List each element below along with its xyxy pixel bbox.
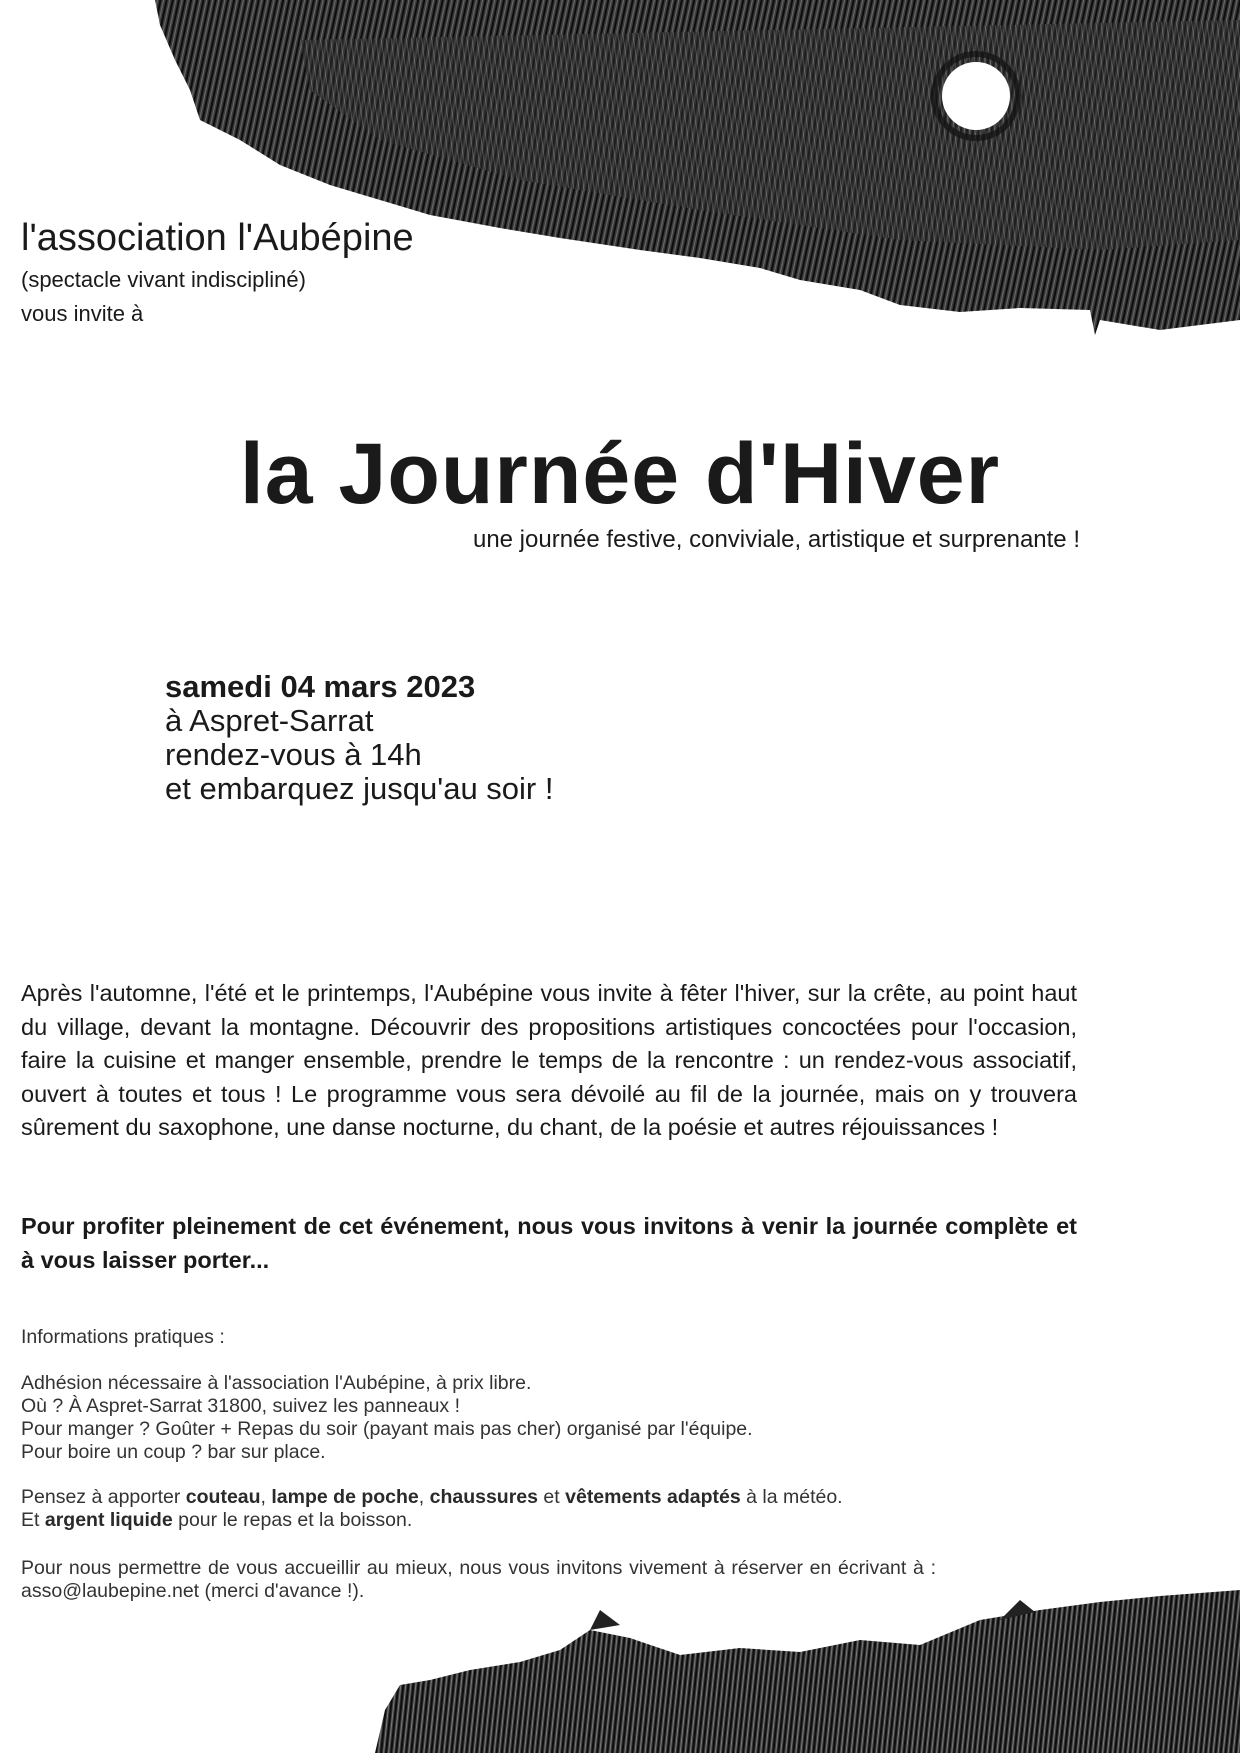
text: à la météo. [740,1486,843,1508]
organization-subtitle: (spectacle vivant indiscipliné) [21,267,306,292]
info-line: Pour manger ? Goûter + Repas du soir (payant mais pas cher) organisé par l'équipe. [21,1418,753,1440]
practical-info-list [21,1372,753,1464]
info-line: Adhésion nécessaire à l'association l'Aubépine, à prix libre. [21,1372,532,1394]
event-start-time: rendez-vous à 14h [165,737,422,772]
item-cash: argent liquide [44,1509,173,1531]
info-line: Pour boire un coup ? bar sur place. [21,1441,326,1463]
event-tagline: une journée festive, conviviale, artistique et surprenante ! [472,526,1080,553]
separator: et [538,1486,566,1508]
info-line: Où ? À Aspret-Sarrat 31800, suivez les panneaux ! [21,1395,461,1417]
practical-info-heading: Informations pratiques : [21,1326,225,1348]
items-to-bring [21,1486,843,1532]
text: Pensez à apporter [21,1486,186,1508]
intro-paragraph: Après l'automne, l'été et le printemps, l'Aubépine vous invite à fêter l'hiver, sur la crête, au point haut du village, devant la montagne. Découvrir des propositions artistiques concoctées pour l'occasion, faire la cuisine et manger ensemble, prendre le temps de la rencontre : un rendez-vous associatif, ouvert à toutes et tous ! Le programme vous sera dévoilé au fil de la journée, mais on y trouvera sûrement du saxophone, une danse nocturne, du chant, de la poésie et autres réjouissances ! [21,980,1077,1141]
item-clothes: vêtements adaptés [565,1486,741,1508]
event-location: à Aspret-Sarrat [165,703,374,738]
items-to-bring-line [21,1509,843,1532]
text: pour le repas et la boisson. [172,1509,413,1531]
event-title: la Journée d'Hiver [239,426,1001,522]
item-shoes: chaussures [429,1486,539,1508]
event-closing-line: et embarquez jusqu'au soir ! [165,771,554,806]
scribble-grass-illustration [0,1590,1240,1753]
separator: , [418,1486,430,1508]
items-to-bring-line [21,1486,843,1509]
text: Et [21,1509,45,1531]
item-flashlight: lampe de poche [271,1486,419,1508]
item-knife: couteau [185,1486,261,1508]
invitation-phrase: vous invite à [21,301,144,326]
sun-icon [942,62,1010,130]
separator: , [260,1486,272,1508]
organization-name: l'association l'Aubépine [21,217,414,259]
reservation-note: Pour nous permettre de vous accueillir au mieux, nous vous invitons vivement à réserver en écrivant à : asso@laubepine.net (merci d'avance !). [21,1557,936,1602]
highlight-paragraph: Pour profiter pleinement de cet événement, nous vous invitons à venir la journée complète et à vous laisser porter... [21,1213,1077,1273]
event-date: samedi 04 mars 2023 [165,669,476,704]
